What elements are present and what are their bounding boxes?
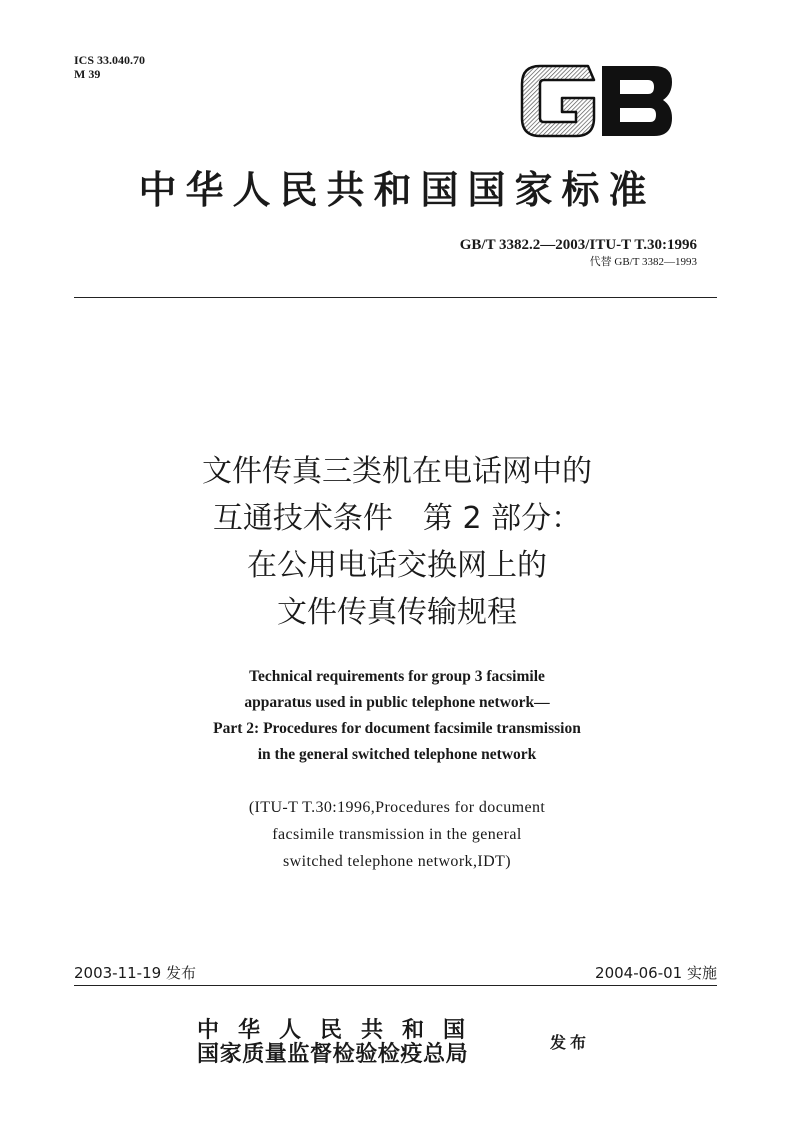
equivalence-line: switched telephone network,IDT) (283, 853, 511, 870)
chinese-title-line: 在公用电话交换网上的 (247, 548, 547, 583)
equivalence-line: (ITU-T T.30:1996,Procedures for document (248, 799, 546, 816)
publish-action: 发布 (550, 1033, 591, 1052)
chinese-title-line: 文件传真三类机在电话网中的 (202, 454, 592, 489)
english-title-line: Part 2: Procedures for document facsimile transmission (213, 720, 581, 737)
english-title (60, 664, 734, 768)
english-title-line: Technical requirements for group 3 facsimile (249, 668, 545, 685)
replaces-standard: 代替 GB/T 3382—1993 (589, 256, 697, 268)
issue-date: 2003-11-19 发布 (74, 964, 196, 982)
chinese-title-line: 文件传真传输规程 (277, 595, 517, 630)
equivalence-note (60, 794, 734, 875)
national-standard-heading: 中华人民共和国国家标准 (138, 167, 656, 212)
chinese-title-line: 互通技术条件 第 2 部分： (212, 501, 582, 536)
standard-number: GB/T 3382.2—2003/ITU-T T.30:1996 (459, 237, 697, 253)
top-divider (74, 297, 717, 298)
implementation-date: 2004-06-01 实施 (595, 964, 717, 982)
standard-code (460, 236, 697, 254)
equivalence-line: facsimile transmission in the general (272, 826, 522, 843)
english-title-line: in the general switched telephone network (257, 746, 537, 763)
classification-codes (74, 53, 145, 81)
english-title-line: apparatus used in public telephone network— (244, 694, 550, 711)
chinese-title (60, 448, 734, 636)
bottom-divider (74, 985, 717, 986)
publisher-line-1: 中华人民共和国 (197, 1017, 485, 1043)
publisher-line-2: 国家质量监督检验检疫总局 (197, 1041, 469, 1067)
ccs-code: M 39 (74, 67, 101, 81)
ics-code: ICS 33.040.70 (74, 53, 146, 67)
gb-logo (518, 62, 676, 140)
publisher-block (197, 1018, 484, 1066)
